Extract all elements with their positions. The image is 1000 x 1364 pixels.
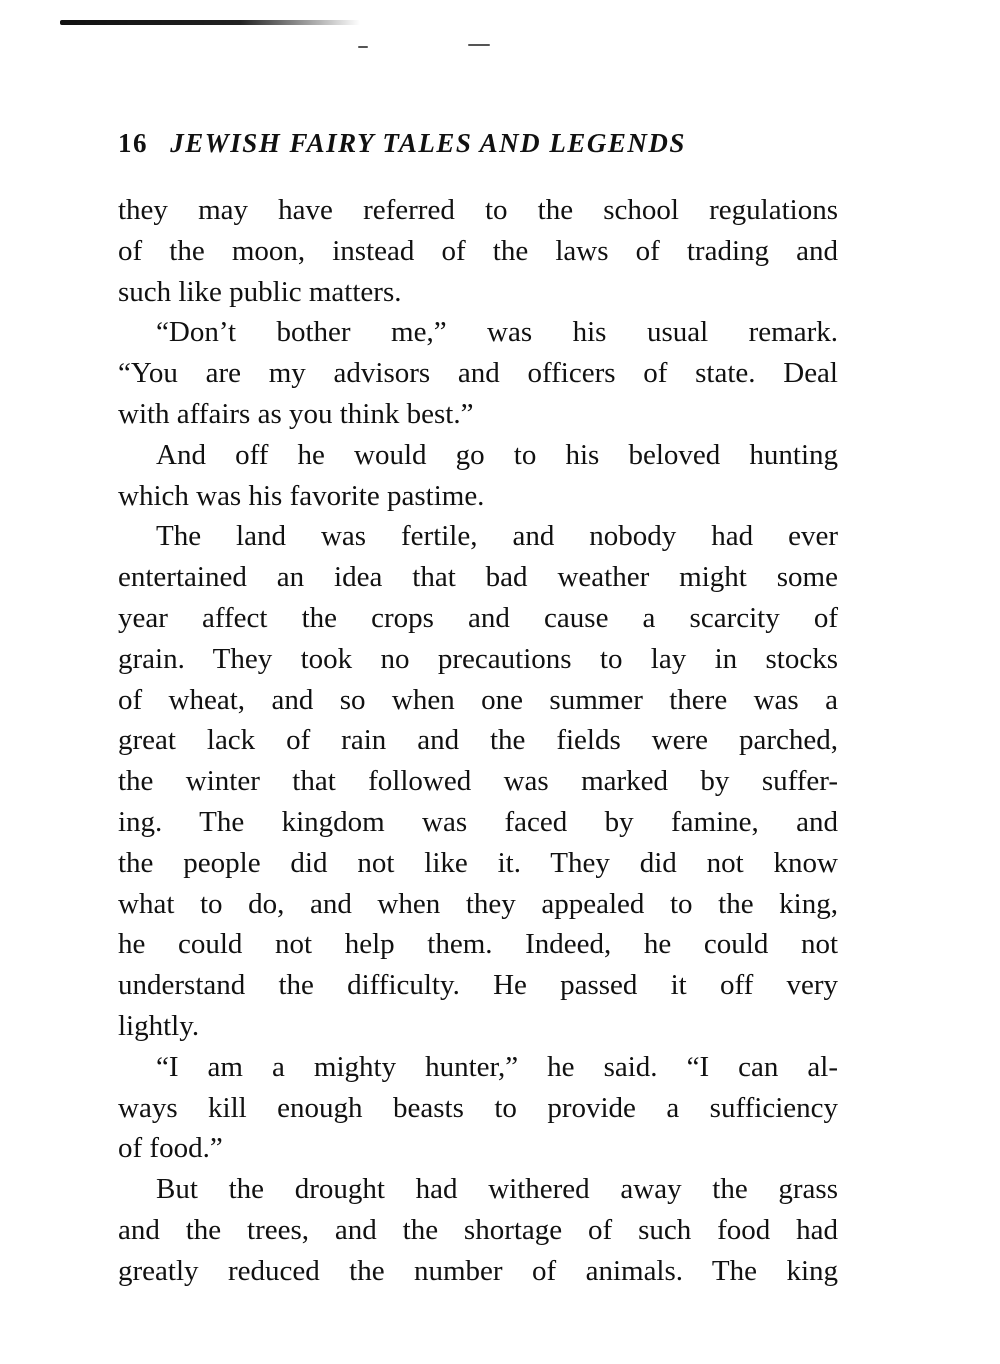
page-number: 16	[118, 128, 148, 158]
text-line: the people did not like it. They did not know	[118, 846, 838, 879]
text-line: of wheat, and so when one summer there was a	[118, 683, 838, 716]
text-line: what to do, and when they appealed to the king,	[118, 887, 838, 920]
scan-speck	[468, 44, 490, 46]
text-line: “Don’t bother me,” was his usual remark.	[156, 316, 838, 349]
text-line: year affect the crops and cause a scarcity of	[118, 601, 838, 634]
text-line: lightly.	[118, 1009, 200, 1042]
scan-speck	[358, 46, 368, 48]
text-line: greatly reduced the number of animals. The king	[118, 1254, 838, 1287]
text-line: with affairs as you think best.”	[118, 397, 474, 430]
text-line: understand the difficulty. He passed it off very	[118, 969, 838, 1002]
text-line: the winter that followed was marked by suffer-	[118, 765, 838, 798]
text-body	[118, 190, 838, 1292]
text-line: he could not help them. Indeed, he could not	[118, 928, 838, 961]
book-title: JEWISH FAIRY TALES AND LEGENDS	[170, 128, 686, 158]
text-line: ing. The kingdom was faced by famine, and	[118, 805, 838, 838]
text-line: they may have referred to the school regulations	[118, 194, 838, 226]
text-line: But the drought had withered away the grass	[156, 1173, 838, 1206]
text-line: “You are my advisors and officers of state. Deal	[118, 357, 838, 390]
text-line: ways kill enough beasts to provide a sufficiency	[118, 1091, 838, 1124]
text-line: entertained an idea that bad weather might some	[118, 561, 838, 594]
text-line: such like public matters.	[118, 275, 402, 308]
scan-artifact-rule	[60, 20, 360, 25]
text-line: “I am a mighty hunter,” he said. “I can al-	[156, 1050, 838, 1083]
text-line: and the trees, and the shortage of such food had	[118, 1213, 838, 1246]
text-line: of the moon, instead of the laws of trading and	[118, 234, 838, 267]
text-line: of food.”	[118, 1132, 223, 1165]
text-line: The land was fertile, and nobody had ever	[156, 520, 838, 553]
text-line: which was his favorite pastime.	[118, 479, 485, 512]
running-head	[118, 128, 838, 159]
text-line: grain. They took no precautions to lay in stocks	[118, 642, 838, 675]
text-line: And off he would go to his beloved hunting	[156, 438, 838, 471]
text-line: great lack of rain and the fields were parched,	[118, 724, 838, 757]
